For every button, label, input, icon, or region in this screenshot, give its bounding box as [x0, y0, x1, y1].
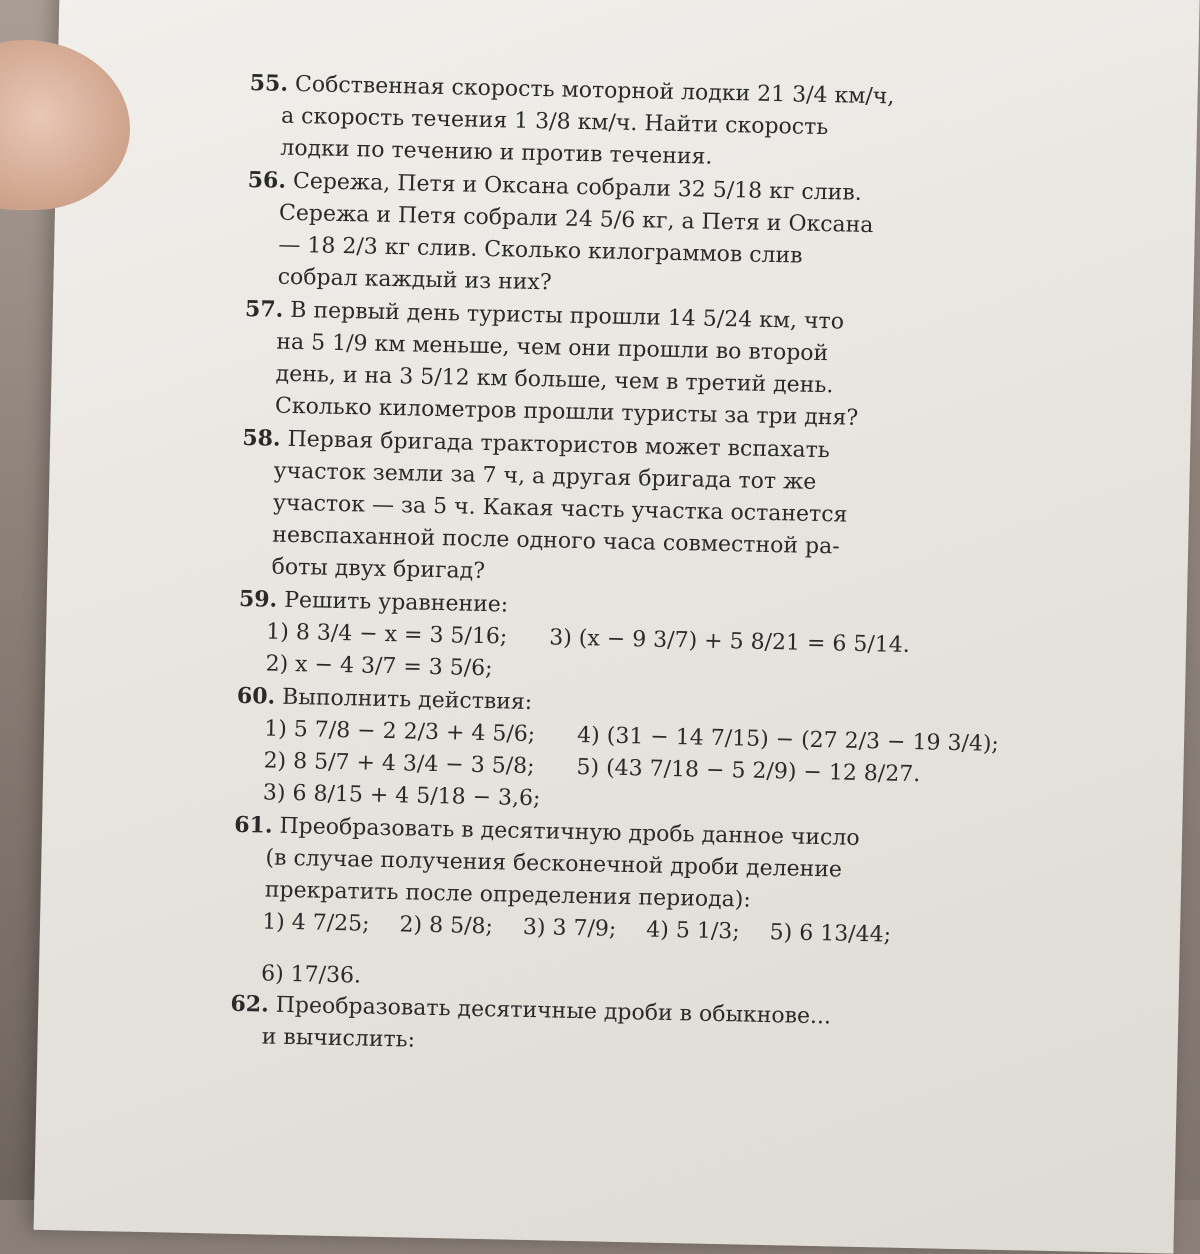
problem-59	[237, 585, 1009, 691]
fraction-item: 2) 8 5/8;	[399, 912, 494, 940]
problem-text-line: Сережа, Петя и Оксана собрали 32 5/18 кг слив.	[292, 168, 862, 206]
problem-text-line: Сережа и Петя собрали 24 5/6 кг, а Петя и Оксана	[278, 200, 874, 239]
problem-text-line: — 18 2/3 кг слив. Сколько килограммов слив	[278, 232, 803, 269]
problem-number: 61.	[233, 811, 273, 839]
problem-number: 55.	[249, 70, 289, 97]
problem-text-line: Первая бригада трактористов может вспахать	[287, 426, 831, 464]
problem-title: Выполнить действия:	[281, 684, 533, 716]
problem-58	[239, 424, 1012, 594]
problem-text-line: невспаханной после одного часа совместной ра-	[272, 522, 840, 560]
problem-number: 57.	[244, 295, 284, 323]
expression-item: 2) 8 5/7 + 4 3/4 − 3 5/8;	[263, 748, 535, 780]
problem-56	[245, 166, 1017, 304]
expression-item: 4) (31 − 14 7/15) − (27 2/3 − 19 3/4);	[576, 723, 1000, 757]
expression-item: 1) 5 7/8 − 2 2/3 + 4 5/6;	[263, 716, 536, 748]
problem-text-line: на 5 1/9 км меньше, чем они прошли во второй	[276, 329, 829, 367]
fraction-item: 6) 17/36.	[260, 961, 362, 989]
fraction-item: 3) 3 7/9;	[522, 914, 617, 942]
problem-57	[243, 295, 1015, 433]
problem-number: 58.	[242, 424, 281, 452]
problem-text-line: Собственная скорость моторной лодки 21 3/4 км/ч,	[294, 71, 895, 110]
problem-number: 56.	[247, 166, 287, 194]
expression-item: 5) (43 7/18 − 5 2/9) − 12 8/27.	[576, 754, 921, 788]
problem-number: 59.	[238, 585, 278, 613]
equation-item: 1) 8 3/4 − x = 3 5/16;	[266, 619, 508, 650]
equation-item: 3) (x − 9 3/7) + 5 8/21 = 6 5/14.	[548, 625, 911, 658]
fraction-item: 4) 5 1/3;	[646, 917, 740, 945]
problem-number: 60.	[236, 682, 276, 710]
problem-text-line: и вычислить:	[261, 1024, 416, 1053]
problem-text-line: Преобразовать десятичные дроби в обыкнове...	[275, 992, 832, 1030]
problem-text-line: собрал каждый из них?	[277, 264, 552, 296]
problem-text-line: а скорость течения 1 3/8 км/ч. Найти скорость	[280, 103, 829, 141]
problem-text-line: день, и на 3 5/12 км больше, чем в третий день.	[275, 361, 834, 399]
problem-text-line: (в случае получения бесконечной дроби деление	[265, 845, 843, 883]
equation-item: 2) x − 4 3/7 = 3 5/6;	[265, 651, 493, 682]
problem-text-line: В первый день туристы прошли 14 5/24 км, что	[290, 297, 845, 335]
problem-number: 62.	[230, 990, 270, 1018]
fraction-item: 1) 4 7/25;	[261, 909, 370, 937]
problem-text-line: лодки по течению и против течения.	[280, 135, 713, 170]
problem-55	[248, 72, 1020, 175]
fraction-item: 5) 6 13/44;	[769, 920, 892, 948]
problem-60	[235, 682, 1007, 820]
problem-text-line: участок земли за 7 ч, а другая бригада тот же	[273, 458, 817, 495]
problem-text-line: прекратить после определения периода):	[264, 877, 752, 913]
problem-text-line: боты двух бригад?	[271, 554, 486, 585]
textbook-page	[229, 72, 1019, 1074]
problem-62	[230, 990, 1001, 1064]
problem-text-line: участок — за 5 ч. Какая часть участка останется	[272, 490, 848, 528]
problem-text-line: Преобразовать в десятичную дробь данное число	[279, 813, 860, 851]
problem-61	[231, 811, 1004, 1001]
expression-item: 3) 6 8/15 + 4 5/18 − 3,6;	[262, 780, 541, 812]
problem-title: Решить уравнение:	[283, 587, 509, 618]
problem-text-line: Сколько километров прошли туристы за три дня?	[274, 393, 859, 431]
